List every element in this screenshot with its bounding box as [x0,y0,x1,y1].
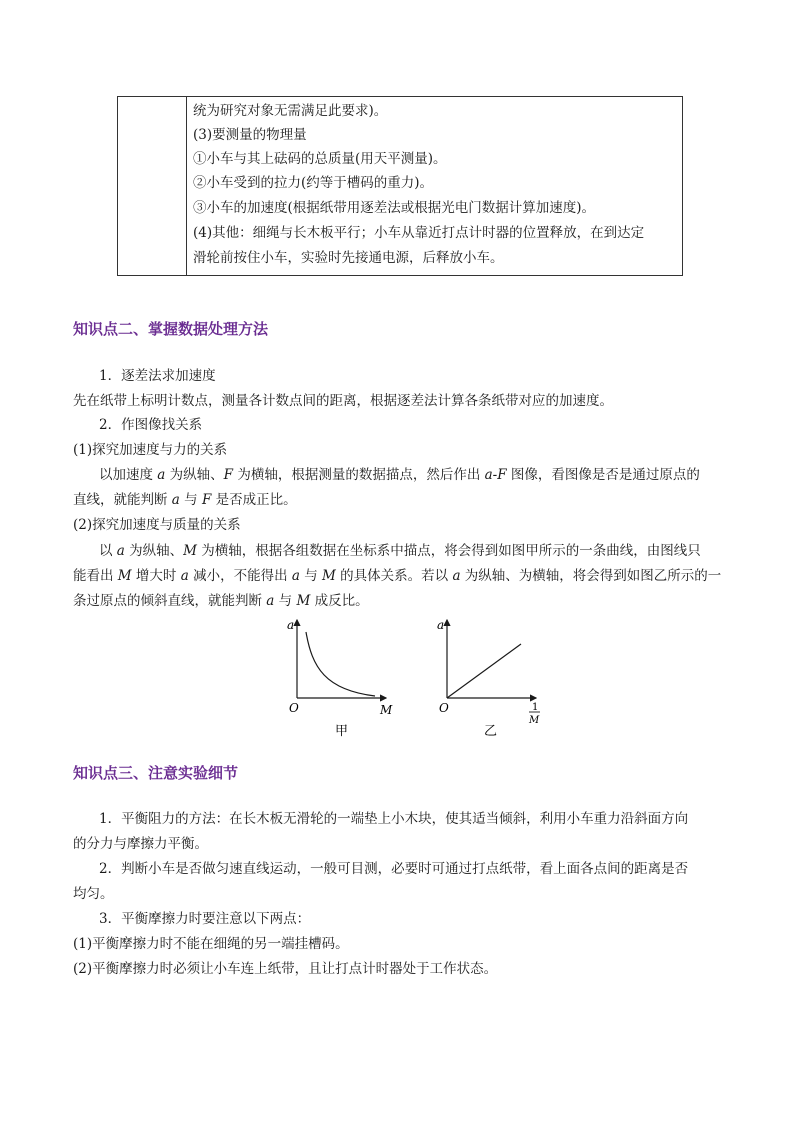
paragraph: 先在纸带上标明计数点，测量各计数点间的距离，根据逐差法计算各条纸带对应的加速度。 [73,393,613,409]
paragraph-line: 以 a 为纵轴、M 为横轴，根据各组数据在坐标系中描点，将会得到如图甲所示的一条曲线，由图线只 [99,543,701,559]
paragraph-line: 以加速度 a 为纵轴、F 为横轴，根据测量的数据描点，然后作出 a-F 图像，看图像是否是通过原点的 [99,467,700,483]
paragraph-line: 直线，就能判断 a 与 F 是否成正比。 [73,492,297,508]
subsection-title: (2)探究加速度与质量的关系 [73,517,241,533]
subsection-title: (1)探究加速度与力的关系 [73,442,228,458]
table-line: (3)要测量的物理量 [193,127,307,143]
table-line: 滑轮前按住小车，实验时先接通电源，后释放小车。 [193,250,504,266]
item-title: 2．作图像找关系 [99,417,203,433]
paragraph-line: 的分力与摩擦力平衡。 [73,836,208,852]
x-axis-denominator: M [529,715,540,726]
x-axis-numerator: 1 [532,702,539,713]
x-axis-label: M [380,703,393,717]
paragraph-line: 3．平衡摩擦力时要注意以下两点： [99,911,311,927]
table-column-divider [186,97,187,275]
figure-caption: 乙 [484,724,498,739]
requirements-table [117,96,683,276]
inverse-curve [306,632,375,696]
paragraph-line: 2．判断小车是否做匀速直线运动，一般可目测，必要时可通过打点纸带，看上面各点间的距离是否 [99,861,689,877]
graph-yi [437,618,540,739]
table-line: (4)其他：细绳与长木板平行；小车从靠近打点计时器的位置释放，在到达定 [193,225,645,241]
table-line: ②小车受到的拉力(约等于槽码的重力)。 [193,175,434,191]
proportional-line [447,644,521,698]
section-heading-data-processing: 知识点二、掌握数据处理方法 [73,320,269,338]
origin-label: O [439,701,449,715]
paragraph-line: 均匀。 [73,886,114,902]
paragraph-line: 1．平衡阻力的方法：在长木板无滑轮的一端垫上小木块，使其适当倾斜，利用小车重力沿斜面方向 [99,811,689,827]
item-title: 1．逐差法求加速度 [99,368,216,384]
a-m-graphs [270,612,560,742]
figure-caption: 甲 [335,724,349,739]
y-axis-label: a [287,618,295,632]
table-line: 统为研究对象无需满足此要求)。 [193,103,388,119]
paragraph-line: (2)平衡摩擦力时必须让小车连上纸带，且让打点计时器处于工作状态。 [73,961,498,977]
table-line: ①小车与其上砝码的总质量(用天平测量)。 [193,151,447,167]
graph-jia [287,618,393,739]
section-heading-experiment-details: 知识点三、注意实验细节 [73,764,239,782]
paragraph-line: 能看出 M 增大时 a 减小，不能得出 a 与 M 的具体关系。若以 a 为纵轴、为横轴，将会得到如图乙所示的一 [73,568,722,584]
paragraph-line: 条过原点的倾斜直线，就能判断 a 与 M 成反比。 [73,593,369,609]
table-line: ③小车的加速度(根据纸带用逐差法或根据光电门数据计算加速度)。 [193,200,596,216]
paragraph-line: (1)平衡摩擦力时不能在细绳的另一端挂槽码。 [73,936,349,952]
y-axis-label: a [437,618,445,632]
origin-label: O [289,701,299,715]
